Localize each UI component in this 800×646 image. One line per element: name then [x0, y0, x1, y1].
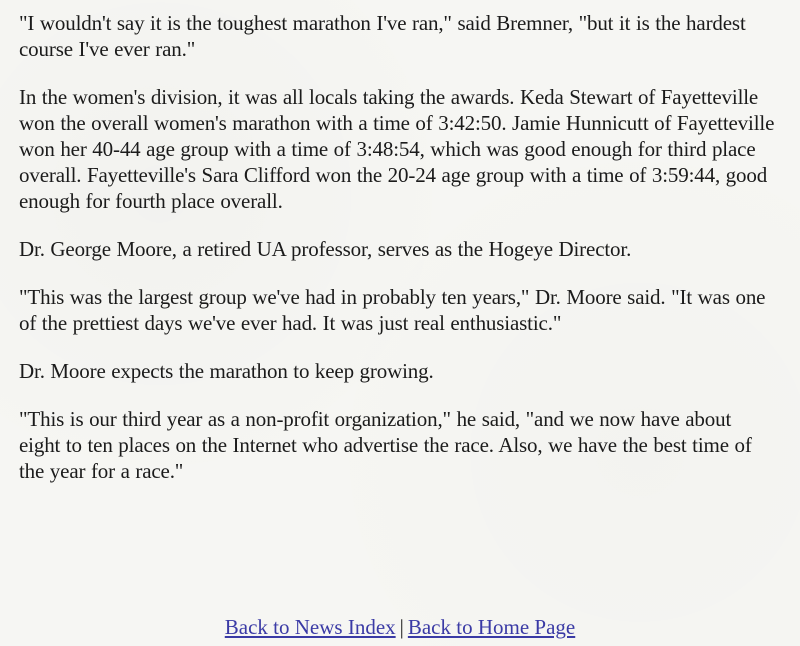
- paragraph-hogeye-director: Dr. George Moore, a retired UA professor, serves as the Hogeye Director.: [19, 237, 632, 261]
- footer-nav: [0, 614, 800, 640]
- paragraph-bremner-quote: "I wouldn't say it is the toughest marathon I've ran," said Bremner, "but it is the hardest course I've ever ran.": [19, 11, 746, 61]
- back-to-news-index-link[interactable]: Back to News Index: [224, 615, 396, 639]
- paragraph-womens-division: In the women's division, it was all locals taking the awards. Keda Stewart of Fayetteville won the overall women's marathon with a time of 3:42:50. Jamie Hunnicutt of Fayetteville won her 40-44 age group with a time of 3:48:54, which was good enough for third place overall. Fayetteville's Sara Clifford won the 20-24 age group with a time of 3:59:44, good enough for fourth place overall.: [19, 85, 775, 213]
- back-to-home-page-link[interactable]: Back to Home Page: [407, 615, 576, 639]
- paragraph-nonprofit-quote: "This is our third year as a non-profit organization," he said, "and we now have about eight to ten places on the Internet who advertise the race. Also, we have the best time of the year for a race.": [19, 407, 752, 483]
- paragraph-moore-quote: "This was the largest group we've had in probably ten years," Dr. Moore said. "It was one of the prettiest days we've ever had. It was just real enthusiastic.": [19, 285, 766, 335]
- paragraph-marathon-growing: Dr. Moore expects the marathon to keep growing.: [19, 359, 434, 383]
- footer-separator: |: [399, 615, 404, 639]
